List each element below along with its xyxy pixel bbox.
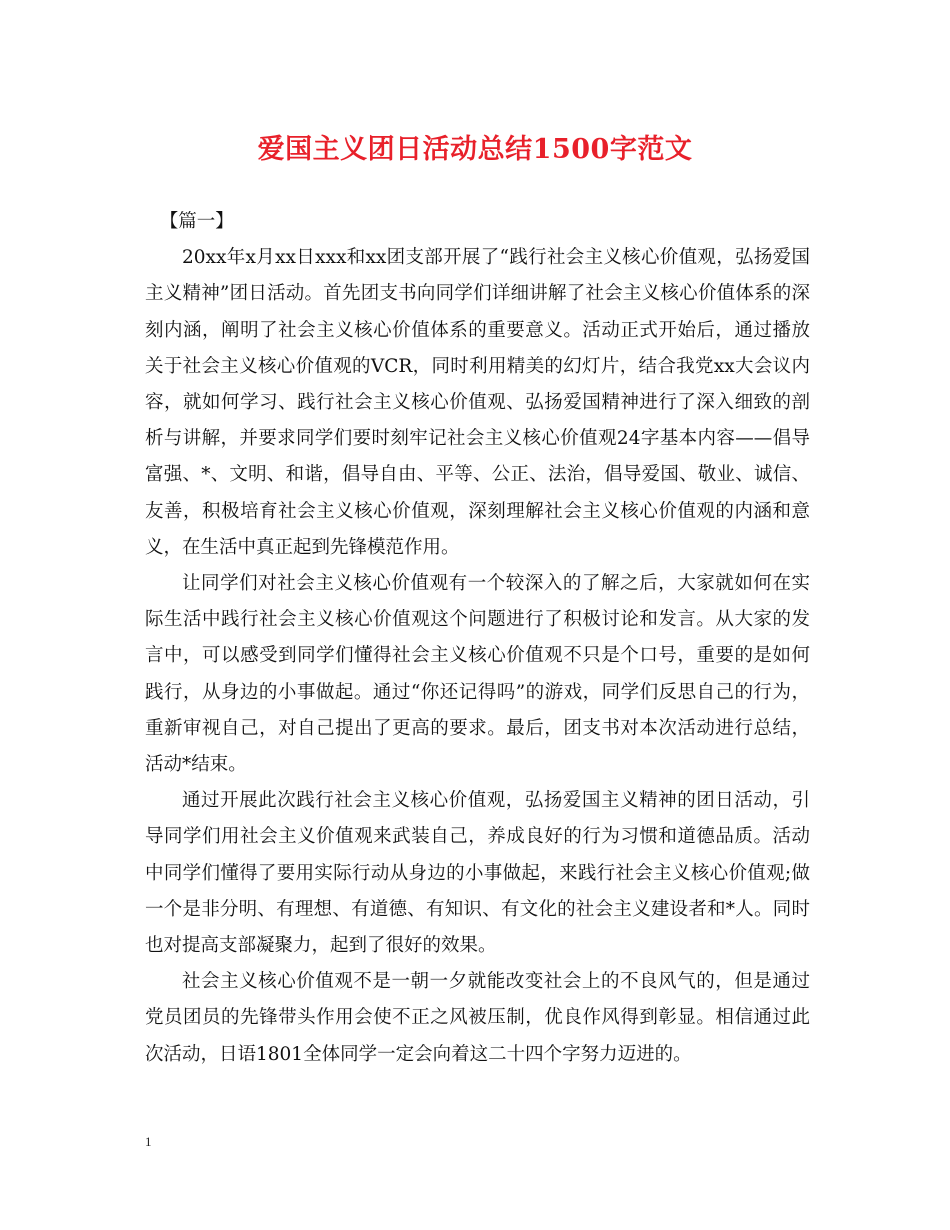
document-body: [145, 204, 810, 1073]
page-number: 1: [145, 1134, 152, 1149]
paragraph-3: 通过开展此次践行社会主义核心价值观，弘扬爱国主义精神的团日活动，引导同学们用社会主义价值观来武装自己，养成良好的行为习惯和道德品质。活动中同学们懂得了要用实际行动从身边的小事做起，来践行社会主义核心价值观;做一个是非分明、有理想、有道德、有知识、有文化的社会主义建设者和*人。同时也对提高支部凝聚力，起到了很好的效果。: [145, 790, 810, 957]
document-title: 爱国主义团日活动总结1500字范文: [257, 134, 693, 165]
section-label: 【篇一】: [159, 211, 234, 232]
paragraph-2: 让同学们对社会主义核心价值观有一个较深入的了解之后，大家就如何在实际生活中践行社会主义核心价值观这个问题进行了积极讨论和发言。从大家的发言中，可以感受到同学们懂得社会主义核心价值观不只是个口号，重要的是如何践行，从身边的小事做起。通过“你还记得吗”的游戏，同学们反思自己的行为，重新审视自己，对自己提出了更高的要求。最后，团支书对本次活动进行总结，活动*结束。: [145, 573, 810, 776]
paragraph-1: 20xx年x月xx日xxx和xx团支部开展了“践行社会主义核心价值观，弘扬爱国主义精神”团日活动。首先团支书向同学们详细讲解了社会主义核心价值体系的深刻内涵，阐明了社会主义核心价值体系的重要意义。活动正式开始后，通过播放关于社会主义核心价值观的VCR，同时利用精美的幻灯片，结合我党xx大会议内容，就如何学习、践行社会主义核心价值观、弘扬爱国精神进行了深入细致的剖析与讲解，并要求同学们要时刻牢记社会主义核心价值观24字基本内容——倡导富强、*、文明、和谐，倡导自由、平等、公正、法治，倡导爱国、敬业、诚信、友善，积极培育社会主义核心价值观，深刻理解社会主义核心价值观的内涵和意义，在生活中真正起到先锋模范作用。: [145, 247, 810, 558]
paragraph-4: 社会主义核心价值观不是一朝一夕就能改变社会上的不良风气的，但是通过党员团员的先锋带头作用会使不正之风被压制，优良作风得到彰显。相信通过此次活动，日语1801全体同学一定会向着这二十四个字努力迈进的。: [145, 971, 810, 1065]
